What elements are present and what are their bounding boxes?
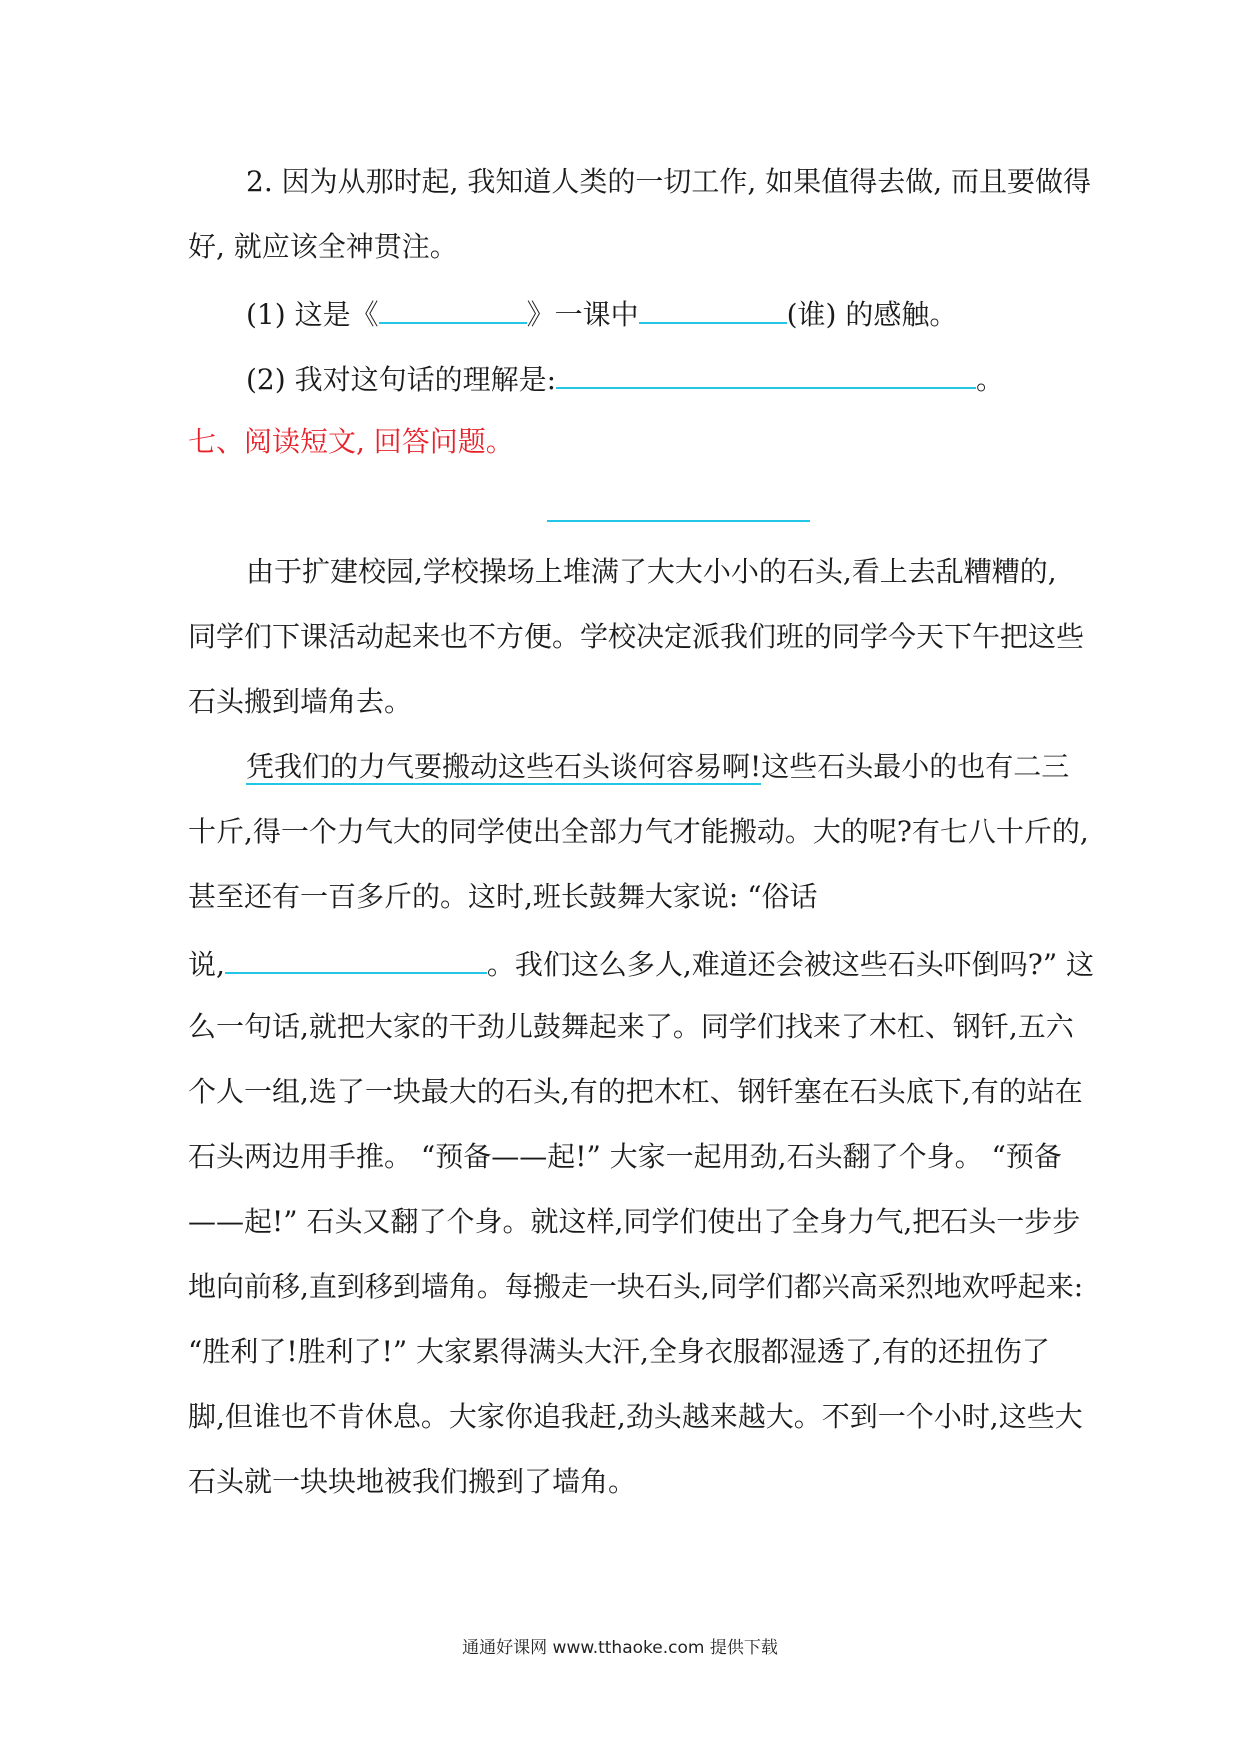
question-2-sub-1 — [246, 292, 957, 335]
passage-p1-line-2: 同学们下课活动起来也不方便。学校决定派我们班的同学今天下午把这些 — [188, 620, 1085, 653]
lesson-title-blank[interactable] — [379, 292, 527, 324]
sub1-middle: 》一课中 — [526, 298, 639, 331]
section-7-heading: 七、阅读短文, 回答问题。 — [188, 425, 514, 458]
question-2-line-1: 2. 因为从那时起, 我知道人类的一切工作, 如果值得去做, 而且要做得 — [246, 165, 1092, 198]
passage-p2-line-8: ——起!” 石头又翻了个身。就这样,同学们使出了全身力气,把石头一步步 — [188, 1205, 1081, 1238]
p2-line-1-rest: 这些石头最小的也有二三 — [761, 750, 1070, 783]
p2-line-4-prefix: 说, — [188, 948, 225, 981]
passage-title-blank[interactable] — [547, 520, 810, 522]
passage-p2-line-12: 石头就一块块地被我们搬到了墙角。 — [188, 1465, 637, 1498]
understanding-blank[interactable] — [556, 357, 976, 389]
who-blank[interactable] — [639, 292, 787, 324]
passage-p2-line-10: “胜利了!胜利了!” 大家累得满头大汗,全身衣服都湿透了,有的还扭伤了 — [188, 1335, 1050, 1368]
sub2-suffix: 。 — [976, 363, 1005, 396]
passage-p2-line-6: 个人一组,选了一块最大的石头,有的把木杠、钢钎塞在石头底下,有的站在 — [188, 1075, 1083, 1108]
p2-line-4-rest: 。我们这么多人,难道还会被这些石头吓倒吗?” 这 — [486, 948, 1095, 981]
footer-credit: 通通好课网 www.tthaoke.com 提供下载 — [462, 1638, 778, 1658]
sub1-suffix: (谁) 的感触。 — [786, 298, 958, 331]
passage-p2-line-9: 地向前移,直到移到墙角。每搬走一块石头,同学们都兴高采烈地欢呼起来: — [188, 1270, 1084, 1303]
underlined-sentence: 凭我们的力气要搬动这些石头谈何容易啊! — [246, 750, 762, 783]
passage-p2-line-1 — [246, 747, 1069, 787]
passage-p2-line-7: 石头两边用手推。 “预备——起!” 大家一起用劲,石头翻了个身。 “预备 — [188, 1140, 1062, 1173]
passage-p2-line-11: 脚,但谁也不肯休息。大家你追我赶,劲头越来越大。不到一个小时,这些大 — [188, 1400, 1083, 1433]
passage-p2-line-3: 甚至还有一百多斤的。这时,班长鼓舞大家说: “俗话 — [188, 880, 818, 913]
passage-p2-line-5: 么一句话,就把大家的干劲儿鼓舞起来了。同学们找来了木杠、钢钎,五六 — [188, 1010, 1074, 1043]
sub1-prefix: (1) 这是《 — [246, 298, 379, 331]
passage-p2-line-2: 十斤,得一个力气大的同学使出全部力气才能搬动。大的呢?有七八十斤的, — [188, 815, 1089, 848]
passage-p1-line-3: 石头搬到墙角去。 — [188, 685, 413, 718]
question-2-sub-2 — [246, 357, 1004, 400]
passage-p2-line-4 — [188, 942, 1094, 985]
saying-blank[interactable] — [225, 942, 487, 974]
sub2-prefix: (2) 我对这句话的理解是: — [246, 363, 556, 396]
question-2-line-2: 好, 就应该全神贯注。 — [188, 230, 458, 263]
passage-p1-line-1: 由于扩建校园,学校操场上堆满了大大小小的石头,看上去乱糟糟的, — [246, 555, 1057, 588]
